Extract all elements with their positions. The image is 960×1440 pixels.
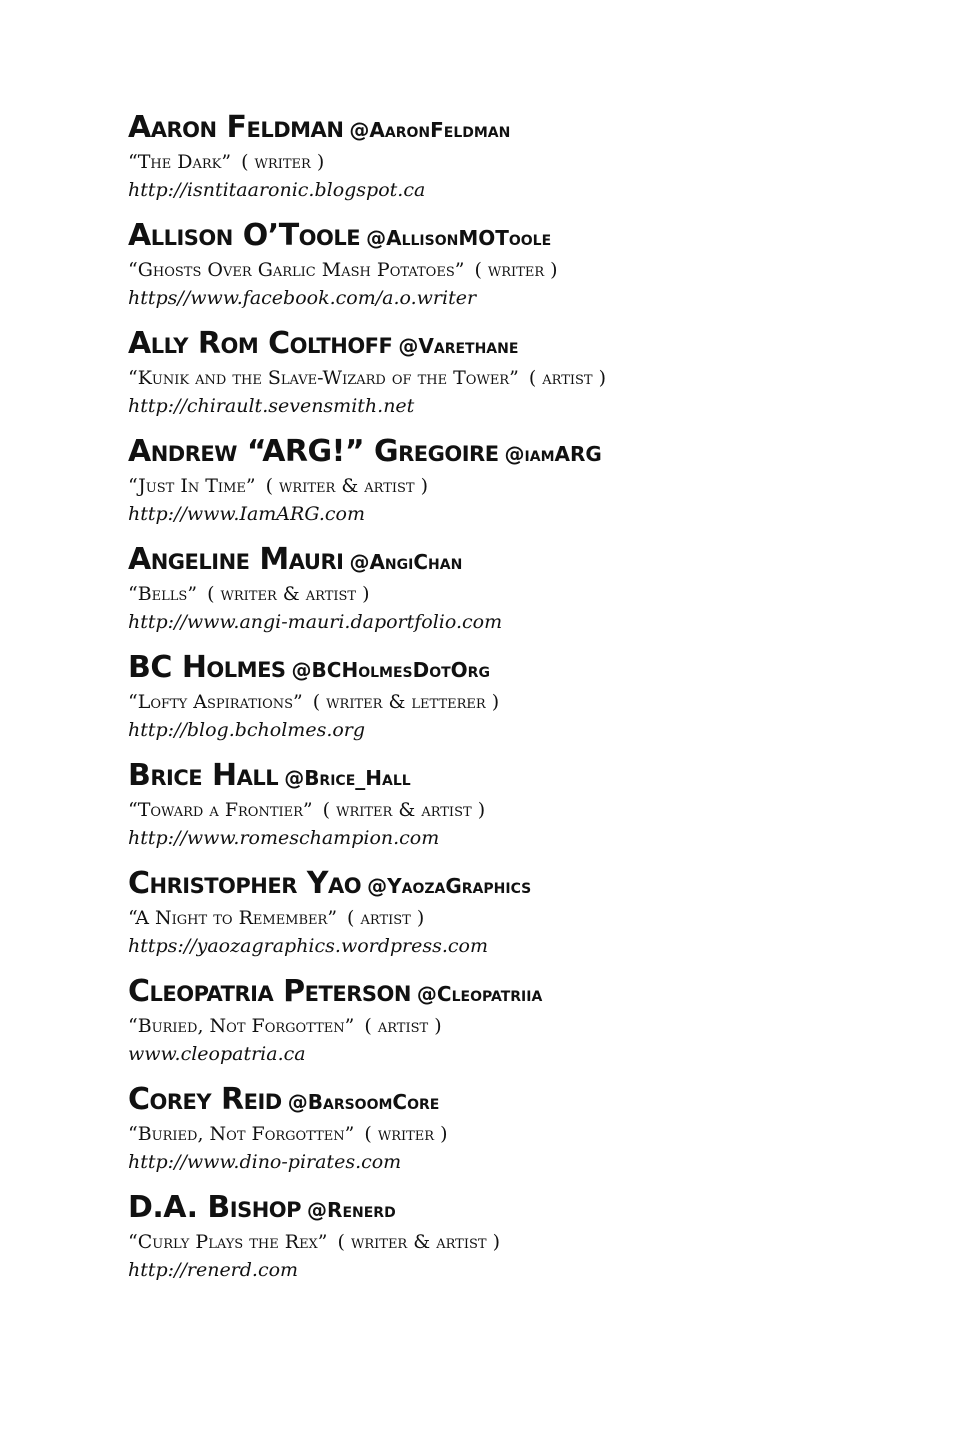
contributor-role: ( artist ) — [528, 367, 607, 389]
contributor-name: Angeline Mauri — [128, 542, 344, 577]
contributor-role: ( artist ) — [347, 907, 425, 929]
contributor-name-line — [128, 1080, 908, 1120]
contributor-name-line — [128, 1188, 908, 1228]
contributor-role: ( writer ) — [474, 259, 558, 281]
contributor-work-line — [128, 580, 908, 608]
work-title: “Ghosts Over Garlic Mash Potatoes” — [128, 259, 465, 281]
contributor-url[interactable]: https//www.facebook.com/a.o.writer — [128, 287, 477, 309]
contributor-handle: @Renerd — [307, 1198, 396, 1222]
contributor-handle: @YaozaGraphics — [367, 874, 532, 898]
contributor-name-line — [128, 108, 908, 148]
contributor-handle: @BarsoomCore — [287, 1090, 440, 1114]
work-title: “Buried, Not Forgotten” — [128, 1015, 355, 1037]
contributor-url[interactable]: https://yaozagraphics.wordpress.com — [128, 935, 489, 957]
contributor-handle: @AngiChan — [349, 550, 463, 574]
contributor-role: ( writer & artist ) — [265, 475, 429, 497]
contributor-work-line — [128, 256, 908, 284]
contributor-url[interactable]: http://chirault.sevensmith.net — [128, 395, 415, 417]
contributor-name-line — [128, 324, 908, 364]
contributor-name-line — [128, 432, 908, 472]
contributor-name: Allison O’Toole — [128, 218, 361, 253]
contributor-entry — [128, 108, 908, 216]
contributor-name: D.A. Bishop — [128, 1190, 302, 1225]
work-title: “Curly Plays the Rex” — [128, 1231, 328, 1253]
contributor-entry — [128, 432, 908, 540]
work-title: “A Night to Remember” — [128, 907, 338, 929]
contributor-name-line — [128, 864, 908, 904]
contributor-name: Andrew “ARG!” Gregoire — [128, 434, 499, 469]
contributor-name: Aaron Feldman — [128, 110, 344, 145]
contributor-name-line — [128, 756, 908, 796]
contributor-work-line — [128, 796, 908, 824]
contributor-work-line — [128, 1012, 908, 1040]
contributor-url[interactable]: http://www.romeschampion.com — [128, 827, 440, 849]
contributor-work-line — [128, 688, 908, 716]
contributor-name: Christopher Yao — [128, 866, 362, 901]
contributor-name-line — [128, 216, 908, 256]
contributor-entry — [128, 1188, 908, 1296]
contributor-name: Brice Hall — [128, 758, 279, 793]
contributor-entry — [128, 756, 908, 864]
contributor-name-line — [128, 972, 908, 1012]
contributor-entry — [128, 648, 908, 756]
work-title: “Just In Time” — [128, 475, 256, 497]
contributor-work-line — [128, 904, 908, 932]
contributor-work-line — [128, 1228, 908, 1256]
contributor-name: Cleopatria Peterson — [128, 974, 411, 1009]
contributor-url[interactable]: http://renerd.com — [128, 1259, 299, 1281]
work-title: “Kunik and the Slave-Wizard of the Tower” — [128, 367, 519, 389]
contributor-name: Ally Rom Colthoff — [128, 326, 393, 361]
contributor-list — [128, 108, 908, 1296]
contributor-handle: @Cleopatriia — [416, 982, 543, 1006]
contributor-handle: @Brice_Hall — [284, 766, 411, 790]
contributor-role: ( writer ) — [364, 1123, 448, 1145]
contributor-handle: @BCHolmesDotOrg — [291, 658, 490, 682]
contributor-role: ( writer & artist ) — [337, 1231, 500, 1253]
contributor-handle: @iamARG — [504, 442, 602, 466]
contributor-entry — [128, 324, 908, 432]
contributor-role: ( writer & artist ) — [207, 583, 370, 605]
contributor-entry — [128, 540, 908, 648]
contributor-work-line — [128, 472, 908, 500]
contributor-role: ( writer & letterer ) — [312, 691, 500, 713]
contributor-entry — [128, 864, 908, 972]
contributor-url[interactable]: http://www.angi-mauri.daportfolio.com — [128, 611, 503, 633]
contributor-entry — [128, 972, 908, 1080]
work-title: “Toward a Frontier” — [128, 799, 313, 821]
contributor-name: Corey Reid — [128, 1082, 282, 1117]
work-title: “The Dark” — [128, 151, 232, 173]
work-title: “Lofty Aspirations” — [128, 691, 303, 713]
contributor-name-line — [128, 648, 908, 688]
work-title: “Buried, Not Forgotten” — [128, 1123, 355, 1145]
work-title: “Bells” — [128, 583, 198, 605]
contributor-url[interactable]: http://blog.bcholmes.org — [128, 719, 366, 741]
contributor-name-line — [128, 540, 908, 580]
contributor-work-line — [128, 1120, 908, 1148]
contributor-url[interactable]: http://www.IamARG.com — [128, 503, 365, 525]
contributor-entry — [128, 1080, 908, 1188]
contributor-entry — [128, 216, 908, 324]
contributor-name: BC Holmes — [128, 650, 286, 685]
contributor-role: ( writer ) — [241, 151, 325, 173]
contributor-role: ( artist ) — [364, 1015, 442, 1037]
contributor-handle: @AaronFeldman — [349, 118, 511, 142]
contributor-url[interactable]: www.cleopatria.ca — [128, 1043, 306, 1065]
contributor-handle: @AllisonMOToole — [366, 226, 552, 250]
contributor-url[interactable]: http://isntitaaronic.blogspot.ca — [128, 179, 426, 201]
contributor-handle: @Varethane — [398, 334, 519, 358]
contributor-work-line — [128, 364, 908, 392]
contributor-work-line — [128, 148, 908, 176]
contributor-role: ( writer & artist ) — [322, 799, 486, 821]
contributor-url[interactable]: http://www.dino-pirates.com — [128, 1151, 402, 1173]
